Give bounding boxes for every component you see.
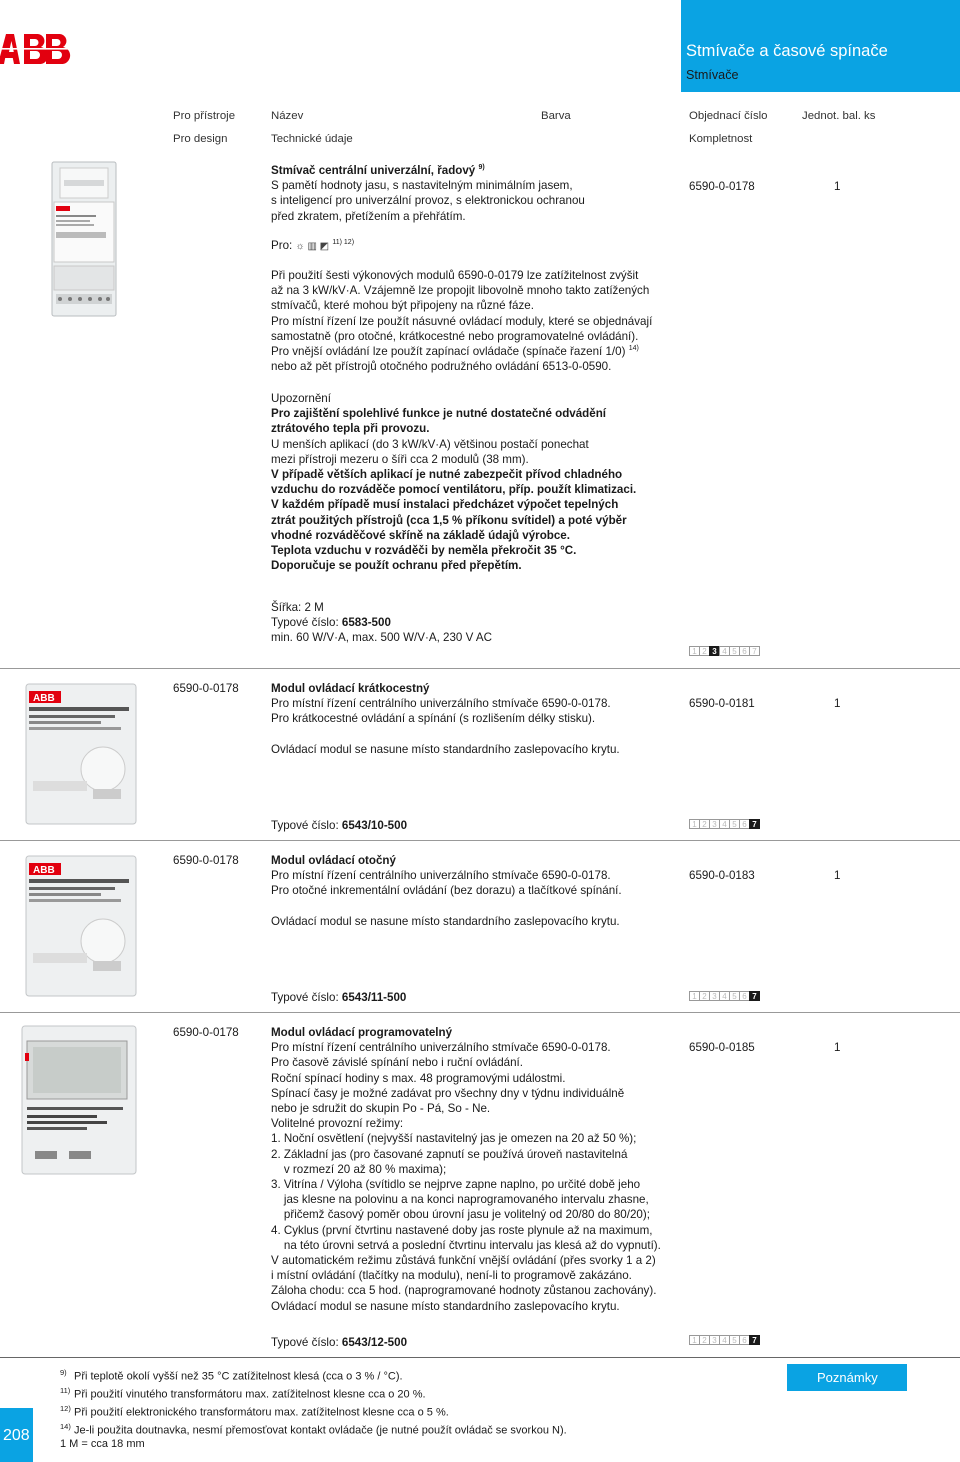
- text-line: Pro krátkocestné ovládání a spínání (s rozlišením délky stisku).: [271, 712, 596, 726]
- scale-cell: 4: [719, 1335, 730, 1345]
- module-device: 6590-0-0178: [173, 854, 239, 867]
- svg-text:ABB: ABB: [33, 693, 55, 704]
- footnote: [60, 1402, 760, 1420]
- text-line: nebo až pět přístrojů otočného podružného ovládání 6513-0-0590.: [271, 360, 612, 374]
- scale-cell: 3: [709, 819, 720, 829]
- scale-cell: 2: [699, 991, 710, 1001]
- scale-cell: 7: [749, 819, 760, 829]
- module-description: [271, 681, 671, 757]
- scale-cell: 7: [749, 646, 760, 656]
- text-line: stmívačů, které mohou být připojeny na různé fáze.: [271, 299, 534, 313]
- footnote-text: Při teplotě okolí vyšší než 35 °C zatížitelnost klesá (cca o 3 % / °C).: [74, 1370, 403, 1383]
- power-range: min. 60 W/V·A, max. 500 W/V·A, 230 V AC: [271, 631, 492, 645]
- design-scale: [689, 819, 759, 829]
- footnote: [60, 1420, 760, 1438]
- product-desc-line: S pamětí hodnoty jasu, s nastavitelným minimálním jasem,: [271, 179, 573, 193]
- text-line: Volitelné provozní režimy:: [271, 1117, 404, 1131]
- text-line: jas klesne na polovinu a na konci naprogramovaného intervalu zhasne,: [271, 1193, 649, 1207]
- scale-cell: 3: [709, 646, 720, 656]
- module-device: 6590-0-0178: [173, 682, 239, 695]
- design-scale: [689, 991, 759, 1001]
- text-line: Záloha chodu: cca 5 hod. (naprogramované hodnoty zůstanou zachovány).: [271, 1284, 657, 1298]
- text-line: Pro místní řízení centrálního univerzálního stmívače 6590-0-0178.: [271, 869, 611, 883]
- col-unit: Jednot. bal. ks: [802, 110, 876, 122]
- warning-line: Teplota vzduchu v rozváděči by neměla překročit 35 °C.: [271, 544, 577, 558]
- type-number: Typové číslo: 6543/11-500: [271, 991, 407, 1004]
- text-line: 4. Cyklus (první čtvrtinu nastavené doby jas roste plynule až na maximum,: [271, 1223, 653, 1237]
- footnote-text: 1 M = cca 18 mm: [60, 1438, 145, 1451]
- col-name: Název: [271, 110, 304, 122]
- page-number-box: [0, 1408, 33, 1462]
- order-number: 6590-0-0178: [689, 180, 755, 193]
- footnote: [60, 1437, 760, 1451]
- text-line: Ovládací modul se nasune místo standardního zaslepovacího krytu.: [271, 914, 620, 928]
- warning-line: V každém případě musí instalaci předcházet výpočet tepelných: [271, 498, 619, 512]
- col-order: Objednací číslo: [689, 110, 768, 122]
- text-line: v rozmezí 20 až 80 % maxima);: [271, 1162, 447, 1176]
- module-description: [271, 1025, 681, 1314]
- warning-line: ztrát použitých přístrojů (cca 1,5 % příkonu svítidel) a poté výběr: [271, 513, 627, 527]
- abb-logo: [0, 34, 72, 64]
- scale-cell: 6: [739, 1335, 750, 1345]
- text-line: Ovládací modul se nasune místo standardního zaslepovacího krytu.: [271, 742, 620, 756]
- scale-cell: 4: [719, 646, 730, 656]
- usage-paragraph: [271, 268, 691, 374]
- scale-cell: 1: [689, 819, 700, 829]
- warning-block: [271, 391, 691, 573]
- warning-line: mezi přístroji mezeru o šíři cca 2 modulů (38 mm).: [271, 452, 529, 466]
- warning-line: vhodné rozváděčové skříně na základě údajů výrobce.: [271, 528, 570, 542]
- order-number: 6590-0-0183: [689, 869, 755, 882]
- text-line: Ovládací modul se nasune místo standardního zaslepovacího krytu.: [271, 1299, 620, 1313]
- warning-line: V případě větších aplikací je nutné zabezpečit přívod chladného: [271, 468, 623, 482]
- warning-line: Doporučuje se použít ochranu před přepětím.: [271, 559, 522, 573]
- scale-cell: 2: [699, 646, 710, 656]
- pack-quantity: 1: [834, 869, 841, 882]
- dimmer-product-image: [44, 160, 124, 318]
- warning-line: ztrátového tepla při provozu.: [271, 422, 430, 436]
- pack-quantity: 1: [834, 1041, 841, 1054]
- text-line: Pro časově závislé spínání nebo i ruční ovládání.: [271, 1056, 523, 1070]
- scale-cell: 5: [729, 646, 740, 656]
- footnote-text: Je-li použita doutnavka, nesmí přemosťovat kontakt ovládače (je nutné použít ovládač se svorkou N).: [74, 1424, 567, 1437]
- module-title: Modul ovládací krátkocestný: [271, 682, 430, 695]
- page-number: 208: [3, 1427, 30, 1444]
- text-line: přičemž časový poměr obou úrovní jasu je volitelný od 20/80 do 80/20);: [271, 1208, 650, 1222]
- type-number: Typové číslo: 6543/12-500: [271, 1336, 408, 1349]
- scale-cell: 1: [689, 646, 700, 656]
- text-line: Roční spínací hodiny s max. 48 programovými událostmi.: [271, 1071, 566, 1085]
- scale-cell: 1: [689, 1335, 700, 1345]
- type-number: Typové číslo: 6543/10-500: [271, 819, 408, 832]
- module-image-rotary: [25, 855, 137, 998]
- divider: [0, 1012, 960, 1013]
- design-scale: [689, 1335, 759, 1345]
- load-type-row: [271, 238, 354, 254]
- scale-cell: 4: [719, 991, 730, 1001]
- scale-cell: 6: [739, 819, 750, 829]
- module-device: 6590-0-0178: [173, 1026, 239, 1039]
- warning-line: Pro zajištění spolehlivé funkce je nutné dostatečné odvádění: [271, 407, 607, 421]
- pro-footnote-ref: 11) 12): [332, 239, 355, 247]
- text-line: Při použití šesti výkonových modulů 6590-0-0179 lze zatížitelnost zvýšit: [271, 269, 639, 282]
- scale-cell: 1: [689, 991, 700, 1001]
- col-tech: Technické údaje: [271, 133, 353, 145]
- notes-badge: [787, 1364, 907, 1391]
- text-line: 3. Vitrína / Výloha (svítidlo se nejprve zapne naplno, po určité době jeho: [271, 1178, 641, 1192]
- scale-cell: 3: [709, 1335, 720, 1345]
- footnote-text: Při použití vinutého transformátoru max. zatížitelnost klesne cca o 20 %.: [74, 1388, 426, 1401]
- scale-cell: 7: [749, 1335, 760, 1345]
- footnote-number: 9): [60, 1368, 67, 1377]
- module-title: Modul ovládací otočný: [271, 854, 396, 867]
- text-line: Pro otočné inkrementální ovládání (bez dorazu) a tlačítkové spínání.: [271, 884, 622, 898]
- text-line: 2. Základní jas (pro časované zapnutí se používá úroveň nastavitelná: [271, 1147, 628, 1161]
- text-line: Pro vnější ovládání lze použít zapínací ovládače (spínače řazení 1/0) $^{14)}$: [271, 345, 639, 359]
- text-line: V automatickém režimu zůstává funkční vnější ovládání (přes svorky 1 a 2): [271, 1254, 656, 1268]
- design-scale: [689, 646, 759, 656]
- scale-cell: 5: [729, 1335, 740, 1345]
- module-image-timer: [21, 1025, 137, 1175]
- col-complete: Kompletnost: [689, 133, 753, 145]
- footnote-number: 12): [60, 1403, 71, 1413]
- divider: [0, 668, 960, 669]
- text-line: 1. Noční osvětlení (nejvyšší nastavitelný jas je omezen na 20 až 50 %);: [271, 1132, 637, 1146]
- text-line: Spínací časy je možné zadávat pro všechny dny v týdnu individuálně: [271, 1086, 625, 1100]
- lamp-icon: ☼ ▥ ◩: [295, 241, 330, 252]
- footnote-number: 14): [60, 1421, 71, 1431]
- scale-cell: 3: [709, 991, 720, 1001]
- type-number: Typové číslo: 6583-500: [271, 616, 391, 630]
- section-subtitle: Stmívače: [686, 68, 739, 82]
- order-number: 6590-0-0185: [689, 1041, 755, 1054]
- module-title: Modul ovládací programovatelný: [271, 1026, 453, 1039]
- product-desc-line: před zkratem, přetížením a přehřátím.: [271, 209, 466, 223]
- spec-block: [271, 600, 492, 646]
- text-line: Pro místní řízení lze použít násuvné ovládací moduly, které se objednávají: [271, 314, 653, 328]
- divider: [0, 840, 960, 841]
- warning-line: U menších aplikací (do 3 kW/kV·A) většinou postačí ponechat: [271, 437, 589, 451]
- divider: [0, 1357, 960, 1358]
- scale-cell: 5: [729, 991, 740, 1001]
- scale-cell: 2: [699, 1335, 710, 1345]
- pack-quantity: 1: [834, 697, 841, 710]
- footnote-number: 11): [60, 1385, 71, 1395]
- section-title: Stmívače a časové spínače: [686, 42, 888, 60]
- scale-cell: 6: [739, 646, 750, 656]
- product-desc-line: s inteligencí pro univerzální provoz, s elektronickou ochranou: [271, 194, 585, 208]
- product-description: [271, 163, 671, 224]
- scale-cell: 5: [729, 819, 740, 829]
- scale-cell: 4: [719, 819, 730, 829]
- notes-label: Poznámky: [817, 1370, 878, 1385]
- text-line: samostatně (pro otočné, krátkocestné nebo programovatelné ovládání).: [271, 329, 639, 343]
- scale-cell: 6: [739, 991, 750, 1001]
- warning-line: vzduchu do rozváděče pomocí ventilátoru, příp. použít klimatizaci.: [271, 483, 637, 497]
- text-line: až na 3 kW/kV·A. Vzájemně lze propojit libovolně mnoho takto zatížených: [271, 284, 650, 298]
- pack-quantity: 1: [834, 180, 841, 193]
- pro-label: Pro:: [271, 239, 293, 252]
- module-image-short-stroke: [25, 683, 137, 826]
- module-width: Šířka: 2 M: [271, 601, 324, 614]
- footnote: [60, 1384, 760, 1402]
- text-line: nebo je sdružit do skupin Po - Pá, So - Ne.: [271, 1102, 491, 1116]
- svg-text:ABB: ABB: [33, 865, 55, 876]
- col-color: Barva: [541, 110, 571, 122]
- footnote-text: Při použití elektronického transformátoru max. zatížitelnost klesne cca o 5 %.: [74, 1406, 449, 1419]
- text-line: na této úrovni setrvá a poslední čtvrtinu intervalu jas klesá až do vypnutí).: [271, 1238, 661, 1252]
- footnote: [60, 1366, 760, 1384]
- text-line: i místní ovládání (tlačítky na modulu), není-li to programově zakázáno.: [271, 1269, 632, 1283]
- footnotes: [60, 1366, 760, 1452]
- scale-cell: 2: [699, 819, 710, 829]
- product-title: Stmívač centrální univerzální, řadový $^{9)}$: [271, 164, 485, 177]
- scale-cell: 7: [749, 991, 760, 1001]
- col-design: Pro design: [173, 133, 228, 145]
- text-line: Pro místní řízení centrálního univerzálního stmívače 6590-0-0178.: [271, 1041, 611, 1055]
- module-description: [271, 853, 671, 929]
- warning-title: Upozornění: [271, 392, 331, 405]
- order-number: 6590-0-0181: [689, 697, 755, 710]
- col-device: Pro přístroje: [173, 110, 236, 122]
- text-line: Pro místní řízení centrálního univerzálního stmívače 6590-0-0178.: [271, 697, 611, 711]
